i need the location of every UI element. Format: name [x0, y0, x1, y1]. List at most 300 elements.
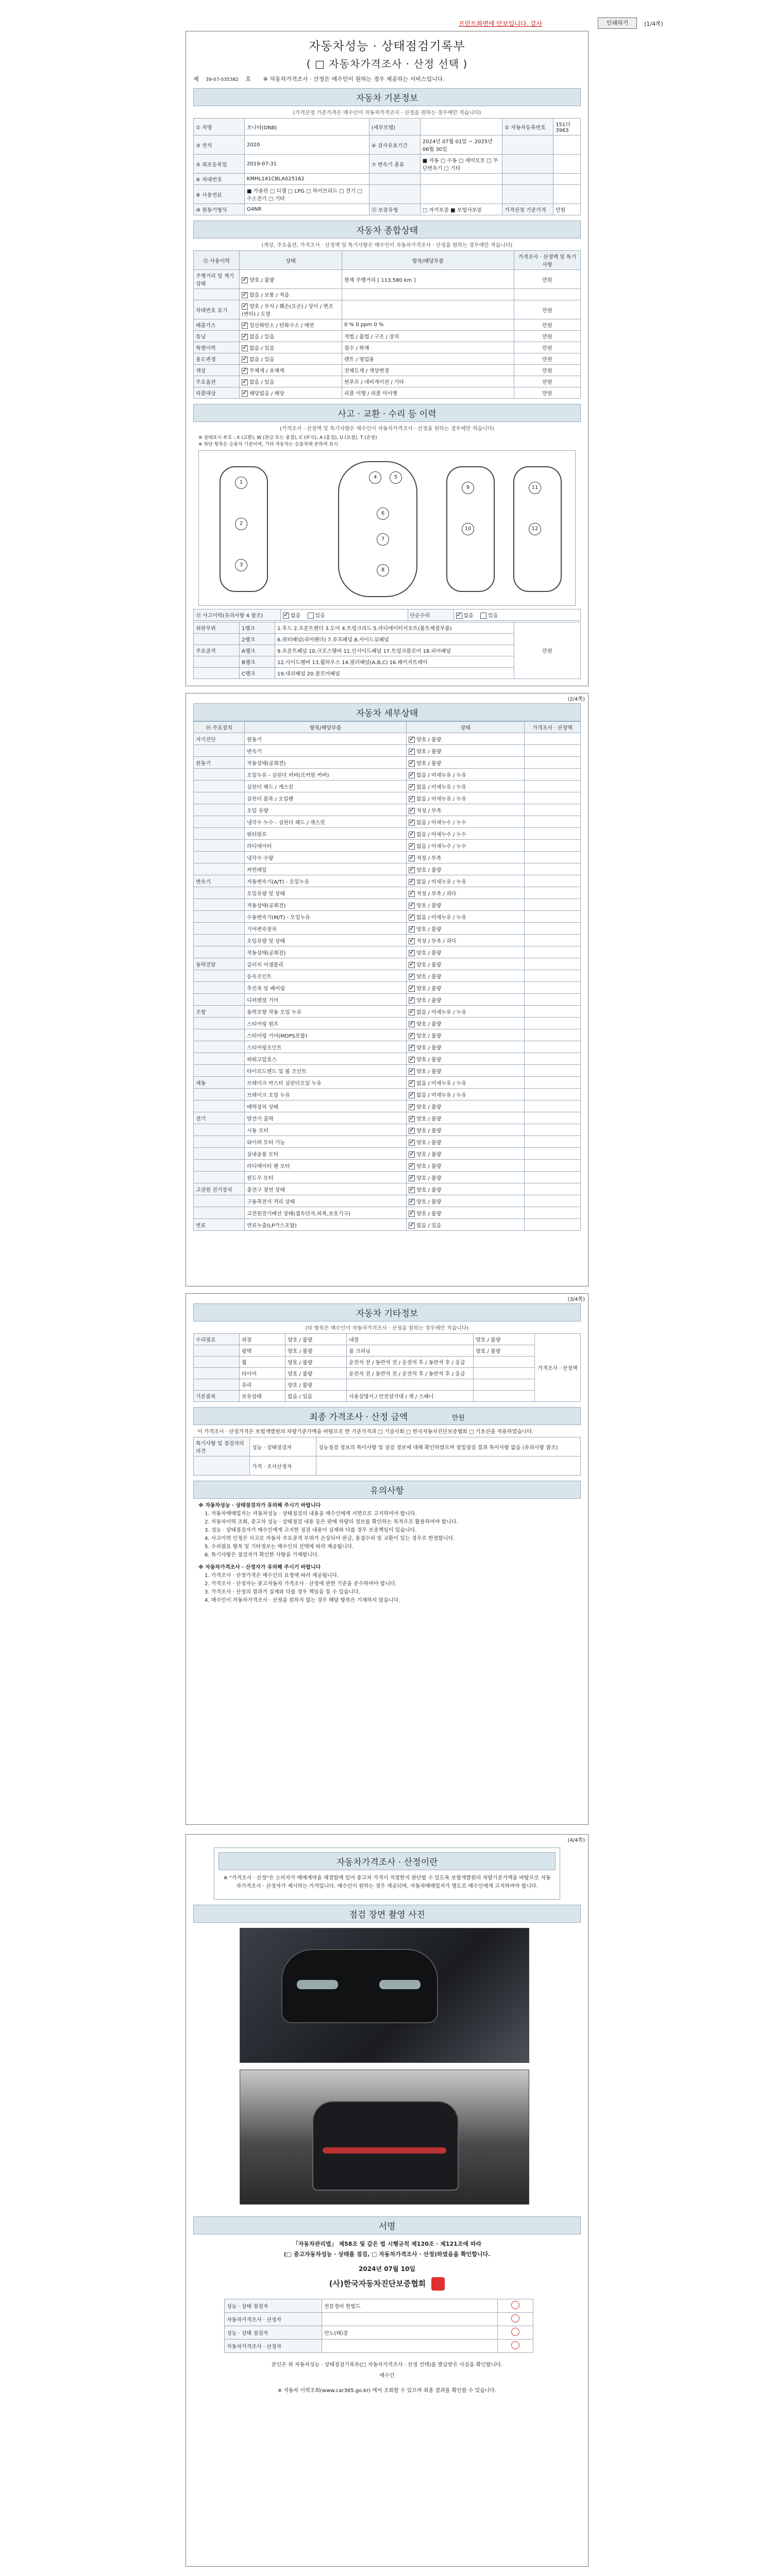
sign-role: 성능 · 상태 점검자	[225, 2299, 322, 2313]
basic-value-3: 151더3963	[553, 118, 581, 135]
summary-state-text: 없음 / 있음	[249, 334, 275, 340]
detail-group	[194, 840, 245, 852]
checkbox-icon	[409, 760, 415, 767]
diagram-marker: 3	[235, 559, 247, 571]
detail-state	[407, 1018, 525, 1029]
basic-key-2: ⑪ 보증유형	[369, 204, 420, 215]
detail-state-text: 양호 / 불량	[416, 1033, 442, 1039]
sign-row	[225, 2299, 533, 2313]
other-group	[194, 1368, 240, 1379]
detail-state	[407, 863, 525, 875]
detail-group	[194, 1160, 245, 1172]
checkbox-icon	[409, 737, 415, 743]
checkbox-icon	[409, 962, 415, 968]
sign-seal-cell	[498, 2299, 533, 2313]
detail-group: 조향	[194, 1006, 245, 1018]
summary-price	[514, 289, 581, 300]
detail-group	[194, 828, 245, 840]
other-note: (타 항목은 매수인이 자동차가격조사 · 산정을 원하는 경우에만 적습니다)	[305, 1326, 469, 1331]
detail-state-text: 양호 / 불량	[416, 1175, 442, 1181]
other-row	[194, 1345, 581, 1357]
other-b: 운전석 전 / 동반석 전 / 운전석 후 / 동반석 후 / 응급	[347, 1368, 474, 1379]
summary-key: 리콜대상	[194, 387, 240, 399]
detail-row	[194, 923, 581, 935]
basic-row	[194, 204, 581, 215]
accident-rank-row	[194, 622, 581, 634]
accident-parts: 19.대쉬패널 20.플로어패널	[275, 668, 514, 679]
detail-state-text: 양호 / 불량	[416, 1116, 442, 1122]
print-notice-link[interactable]: 프린트화면에 안보입니다. 감사	[459, 20, 543, 27]
accident-rank: C랭크	[240, 668, 275, 679]
other-group: 수리필요	[194, 1334, 240, 1345]
checkbox-icon	[409, 1223, 415, 1229]
checkbox-icon	[409, 1009, 415, 1015]
accident-parts: 6.쿼터패널(리어펜더) 7.루프패널 8.사이드실패널	[275, 634, 514, 645]
summary-key: 주행거리 및 계기상태	[194, 270, 240, 289]
detail-price	[525, 804, 581, 816]
detail-group: 동력전달	[194, 958, 245, 970]
checkbox-icon	[409, 974, 415, 980]
detail-state	[407, 994, 525, 1006]
detail-row	[194, 816, 581, 828]
summary-detail: 전체도색 / 색상변경	[342, 365, 514, 376]
detail-price	[525, 1077, 581, 1089]
detail-state-text: 양호 / 불량	[416, 1128, 442, 1134]
detail-item: 디퍼렌셜 기어	[245, 994, 407, 1006]
diagram-marker: 4	[369, 471, 381, 484]
detail-row	[194, 745, 581, 757]
detail-item: 윈도우 모터	[245, 1172, 407, 1183]
car-rear-shape	[312, 2101, 459, 2191]
basic-key-2: (세부모델)	[369, 118, 420, 135]
basic-key-2: ⑦ 변속기 종류	[369, 155, 420, 174]
detail-state	[407, 816, 525, 828]
basic-info-heading: 자동차 기본정보	[193, 88, 581, 106]
final-key	[194, 1456, 250, 1476]
checkbox-icon	[409, 843, 415, 850]
detail-group	[194, 769, 245, 781]
basic-value: KMHL141CBLA025162	[245, 174, 369, 185]
detail-state	[407, 733, 525, 745]
detail-row	[194, 1160, 581, 1172]
sign-footer-1: 본인은 위 자동차성능 · 상태점검기록부(□ 자동차가격조사 · 산정 선택)를 발급받은 사실을 확인합니다.	[271, 2362, 503, 2368]
diagram-marker: 11	[529, 482, 541, 494]
summary-key: 튜닝	[194, 331, 240, 342]
detail-group: 제동	[194, 1077, 245, 1089]
detail-state	[407, 1041, 525, 1053]
checkbox-icon	[409, 772, 415, 778]
caution-item: 2. 가격조사 · 산정자는 중고자동차 가격조사 · 산정에 관한 기준을 준수하여야 합니다.	[205, 1581, 397, 1587]
basic-key-3: ② 자동차등록번호	[502, 118, 553, 135]
sign-seal-cell	[498, 2326, 533, 2340]
detail-group	[194, 1136, 245, 1148]
photos-area	[193, 1923, 581, 2211]
basic-value-2	[420, 185, 502, 204]
detail-group	[194, 1148, 245, 1160]
detail-state-text: 양호 / 불량	[416, 1140, 442, 1146]
basic-value-3	[553, 155, 581, 174]
detail-row	[194, 1148, 581, 1160]
caution-item: 3. 가격조사 · 산정의 결과가 실제와 다를 경우 책임을 질 수 있습니다.	[205, 1589, 361, 1595]
detail-group: 변속기	[194, 875, 245, 887]
detail-state-text: 없음 / 미세누유 / 누유	[416, 784, 466, 790]
sign-role: 자동차가격조사 · 산정자	[225, 2340, 322, 2353]
detail-state-text: 적정 / 부족 / 과다	[416, 938, 457, 944]
detail-group	[194, 1207, 245, 1219]
accident-group: 주요골격	[194, 645, 240, 656]
basic-info-table	[193, 118, 581, 215]
detail-group	[194, 1053, 245, 1065]
basic-info-note: (가격산정 기준가격은 매수인이 자동차가격조사 · 산정을 원하는 경우에만 적습니다)	[293, 110, 481, 116]
detail-group: 전기	[194, 1112, 245, 1124]
other-a-state: 양호 / 불량	[285, 1357, 347, 1368]
detail-state	[407, 792, 525, 804]
detail-row	[194, 792, 581, 804]
caution-item: 1. 가격조사 · 산정가격은 매수인의 요청에 따라 제공됩니다.	[205, 1573, 339, 1579]
headlight-right	[379, 1980, 421, 1989]
detail-item: 수동변속기(M/T) - 오일누유	[245, 911, 407, 923]
detail-item: 오일 유량	[245, 804, 407, 816]
other-a: 외장	[240, 1334, 285, 1345]
other-row	[194, 1357, 581, 1368]
other-price-head: 가격조사 · 산정액	[535, 1334, 581, 1402]
summary-state-text: 양호 / 부식 / 훼손(오손) / 상이 / 변조(변타) / 도말	[242, 304, 333, 317]
summary-col-item: 항목/해당부품	[342, 251, 514, 270]
detail-item: 작동상태(공회전)	[245, 899, 407, 911]
final-role: 성능 · 상태점검자	[250, 1437, 316, 1456]
detail-state-text: 양호 / 불량	[416, 1057, 442, 1063]
detail-price	[525, 1172, 581, 1183]
page-3-number: (3/4쪽)	[567, 1297, 585, 1302]
detail-state-text: 없음 / 미세누유 / 누유	[416, 879, 466, 885]
detail-state	[407, 804, 525, 816]
checkbox-icon	[409, 891, 415, 897]
detail-item: 오일누유 - 실린더 커버(로커암 커버)	[245, 769, 407, 781]
detail-state-text: 양호 / 불량	[416, 986, 442, 992]
checkbox-icon	[480, 613, 486, 619]
sign-name: 안노(태)장	[322, 2326, 498, 2340]
detail-item: 등속조인트	[245, 970, 407, 982]
basic-key: ⑧ 사용연료	[194, 185, 245, 204]
other-b-state	[474, 1368, 535, 1379]
basic-key-2	[369, 174, 420, 185]
other-group	[194, 1379, 240, 1391]
other-a-state: 양호 / 불량	[285, 1368, 347, 1379]
page-3	[186, 1293, 589, 1825]
diagram-marker: 5	[390, 471, 402, 484]
other-a: 유리	[240, 1379, 285, 1391]
detail-group	[194, 923, 245, 935]
detail-item: 라디에이터 팬 모터	[245, 1160, 407, 1172]
detail-state-text: 없음 / 미세누유 / 누유	[416, 772, 466, 778]
detail-state-text: 없음 / 미세누유 / 누유	[416, 914, 466, 921]
sign-law: 「자동차관리법」 제58조 및 같은 법 시행규칙 제120조 · 제121조에 따라	[292, 2241, 482, 2247]
checkbox-icon	[409, 784, 415, 790]
summary-state-text: 무채색 / 유채색	[249, 368, 284, 374]
detail-row	[194, 769, 581, 781]
detail-state	[407, 958, 525, 970]
detail-row	[194, 852, 581, 863]
detail-row	[194, 982, 581, 994]
detail-item: 와이퍼 모터 기능	[245, 1136, 407, 1148]
checkbox-icon	[409, 1092, 415, 1098]
sign-footer-3: ※ 자동차 이력조회(www.car365.go.kr) 에서 조회할 수 있으며 최종 결과를 확인할 수 있습니다.	[277, 2388, 497, 2394]
detail-state-text: 양호 / 불량	[416, 1187, 442, 1193]
sign-org	[193, 2277, 581, 2291]
detail-item: 발전기 출력	[245, 1112, 407, 1124]
simple-none: 없음	[463, 613, 474, 619]
caution-item: 5. 수리필요 항목 및 기타정보는 매수인의 선택에 따라 제공됩니다.	[205, 1544, 354, 1550]
checkbox-icon	[308, 613, 314, 619]
checkbox-icon	[456, 613, 462, 619]
summary-detail: 0 % 0 ppm 0 %	[342, 319, 514, 331]
detail-group	[194, 804, 245, 816]
summary-state	[240, 289, 342, 300]
front-car-photo	[240, 1928, 529, 2063]
basic-row	[194, 118, 581, 135]
sign-seal-cell	[498, 2340, 533, 2353]
final-comment: 성능점검 정보의 특이사항 및 점검 정보에 대해 확인하였으며 정밀점검 결과 특이사항 없음 (유의사항 참조)	[316, 1437, 581, 1456]
checkbox-icon	[409, 808, 415, 814]
sign-table	[224, 2299, 533, 2353]
detail-col-state: 상태	[407, 722, 525, 733]
summary-key: 색상	[194, 365, 240, 376]
detail-price	[525, 1029, 581, 1041]
summary-row	[194, 365, 581, 376]
summary-state-text: 없음 / 있음	[249, 346, 275, 351]
detail-state	[407, 1160, 525, 1172]
detail-row	[194, 840, 581, 852]
checkbox-icon	[242, 292, 248, 298]
detail-group	[194, 1124, 245, 1136]
page-title: 자동차성능 · 상태점검기록부	[309, 40, 465, 53]
detail-state	[407, 1089, 525, 1100]
accident-rank: 1랭크	[240, 622, 275, 634]
detail-state	[407, 828, 525, 840]
detail-row	[194, 863, 581, 875]
summary-price: 만원	[514, 353, 581, 365]
detail-state	[407, 745, 525, 757]
guide-text: ※ "가격조사 · 산정"은 소비자가 매매계약을 체결함에 있어 중고차 가격이 적절한지 판단할 수 있도록 보험개발원의 차량기준가액을 바탕으로 자동차가격조사 · 산정자가 제시하는 가격입니다. 매수인이 원하는 경우 제공되며, 자동차매매업자가 별도로 매수인에게 고지하여야 합니다.	[223, 1875, 551, 1889]
headlight-left	[297, 1980, 338, 1989]
print-button[interactable]: 인쇄하기	[598, 18, 637, 29]
seal-stamp-icon	[431, 2277, 445, 2291]
other-group	[194, 1345, 240, 1357]
checkbox-icon	[409, 950, 415, 956]
detail-item: 타이로드엔드 및 볼 조인트	[245, 1065, 407, 1077]
detail-row	[194, 994, 581, 1006]
detail-item: 시동 모터	[245, 1124, 407, 1136]
detail-price	[525, 982, 581, 994]
basic-value-2: □ 자가보증 ■ 보험사보증	[420, 204, 502, 215]
detail-col-item: 항목/해당부품	[245, 722, 407, 733]
summary-price: 만원	[514, 387, 581, 399]
summary-key: 용도변경	[194, 353, 240, 365]
basic-row	[194, 185, 581, 204]
checkbox-icon	[409, 986, 415, 992]
summary-price: 만원	[514, 342, 581, 353]
signature-icon	[511, 2328, 519, 2336]
other-b-state	[474, 1379, 535, 1391]
other-b-state: 양호 / 불량	[474, 1345, 535, 1357]
detail-item: 스티어링 펌프	[245, 1018, 407, 1029]
basic-value-3	[553, 185, 581, 204]
other-b: 운전석 전 / 동반석 전 / 운전석 후 / 동반석 후 / 응급	[347, 1357, 474, 1368]
summary-heading: 자동차 종합상태	[193, 221, 581, 239]
detail-item: 파워고압호스	[245, 1053, 407, 1065]
detail-state-text: 양호 / 불량	[416, 749, 442, 755]
detail-price	[525, 1148, 581, 1160]
other-heading: 자동차 기타정보	[193, 1303, 581, 1321]
summary-state	[240, 376, 342, 387]
basic-key: ⑤ 최초등록일	[194, 155, 245, 174]
basic-value-2	[420, 118, 502, 135]
checkbox-icon	[409, 820, 415, 826]
summary-table	[193, 250, 581, 399]
detail-row	[194, 1124, 581, 1136]
summary-row	[194, 300, 581, 319]
detail-heading: 자동차 세부상태	[193, 703, 581, 721]
detail-row	[194, 958, 581, 970]
detail-state-text: 없음 / 미세누유 / 누유	[416, 1080, 466, 1087]
summary-detail: 썬루프 / 네비게이션 / 기타	[342, 376, 514, 387]
detail-price	[525, 1018, 581, 1029]
other-a: 광택	[240, 1345, 285, 1357]
detail-row	[194, 804, 581, 816]
detail-group	[194, 899, 245, 911]
summary-detail	[342, 289, 514, 300]
checkbox-icon	[409, 1128, 415, 1134]
detail-state	[407, 1077, 525, 1089]
summary-state-text: 양호 / 불량	[249, 277, 275, 283]
accident-rank: A랭크	[240, 645, 275, 656]
detail-group	[194, 792, 245, 804]
detail-state	[407, 852, 525, 863]
accident-price: 만원	[514, 622, 581, 679]
detail-price	[525, 970, 581, 982]
summary-col-state: 상태	[240, 251, 342, 270]
summary-row	[194, 319, 581, 331]
detail-state	[407, 1136, 525, 1148]
detail-price	[525, 1041, 581, 1053]
caution-body	[193, 1499, 581, 1608]
detail-group	[194, 1065, 245, 1077]
caution-item: 2. 자동차이력 조회, 중고차 성능 · 상태점검 내용 등은 판매 차량의 정보를 확인하는 목적으로 활용하여야 합니다.	[205, 1519, 458, 1525]
summary-price: 만원	[514, 365, 581, 376]
detail-row	[194, 970, 581, 982]
accident-history-table	[193, 609, 581, 621]
detail-row	[194, 935, 581, 946]
summary-price: 만원	[514, 270, 581, 289]
checkbox-icon	[409, 879, 415, 885]
detail-group	[194, 970, 245, 982]
other-row	[194, 1391, 581, 1402]
summary-key: 주요옵션	[194, 376, 240, 387]
detail-col-device: ⑭ 주요장치	[194, 722, 245, 733]
checkbox-icon	[409, 832, 415, 838]
final-key: 특기사항 및 점검자의 의견	[194, 1437, 250, 1456]
basic-key: ① 차명	[194, 118, 245, 135]
final-role: 가격 · 조사산정자	[250, 1456, 316, 1476]
checkbox-icon	[409, 1175, 415, 1181]
caution-item: 3. 성능 · 상태점검자가 매수인에게 고지한 점검 내용이 실제와 다를 경우 보증책임이 있습니다.	[205, 1528, 417, 1533]
detail-state	[407, 781, 525, 792]
checkbox-icon	[242, 357, 248, 363]
detail-item: 작동상태(공회전)	[245, 757, 407, 769]
detail-price	[525, 1100, 581, 1112]
detail-state	[407, 1053, 525, 1065]
checkbox-icon	[409, 867, 415, 873]
doc-no-label: 제	[193, 76, 199, 82]
detail-price	[525, 792, 581, 804]
detail-row	[194, 1136, 581, 1148]
detail-state-text: 없음 / 미세누수 / 누수	[416, 843, 466, 850]
detail-group	[194, 1172, 245, 1183]
detail-item: 라디에이터	[245, 840, 407, 852]
summary-state	[240, 353, 342, 365]
other-b-state	[474, 1391, 535, 1402]
detail-item: 연료누출(LP가스포함)	[245, 1219, 407, 1231]
detail-state	[407, 935, 525, 946]
basic-key-3	[502, 185, 553, 204]
detail-item: 브레이크 오일 누유	[245, 1089, 407, 1100]
photos-heading: 점검 장면 촬영 사진	[193, 1905, 581, 1923]
detail-price	[525, 935, 581, 946]
other-a-state: 양호 / 불량	[285, 1379, 347, 1391]
basic-row	[194, 155, 581, 174]
summary-row	[194, 289, 581, 300]
checkbox-icon	[409, 1151, 415, 1158]
detail-state-text: 양호 / 불량	[416, 737, 442, 743]
accident-rank: 2랭크	[240, 634, 275, 645]
summary-row	[194, 342, 581, 353]
detail-state	[407, 1207, 525, 1219]
other-row	[194, 1379, 581, 1391]
detail-group	[194, 745, 245, 757]
checkbox-icon	[409, 1104, 415, 1110]
detail-row	[194, 781, 581, 792]
other-a-state: 양호 / 불량	[285, 1334, 347, 1345]
accident-heading: 사고 · 교환 · 수리 등 이력	[193, 404, 581, 422]
summary-price: 만원	[514, 300, 581, 319]
detail-state-text: 적정 / 부족	[416, 808, 442, 814]
summary-col-price: 가격조사 · 산정액 및 특기사항	[514, 251, 581, 270]
checkbox-icon	[409, 926, 415, 933]
detail-state	[407, 1006, 525, 1018]
detail-state	[407, 840, 525, 852]
detail-state	[407, 875, 525, 887]
accident-note: (가격조사 · 산정액 및 특기사항은 매수인이 자동차가격조사 · 산정을 원하는 경우에만 적습니다)	[279, 426, 495, 432]
final-row	[194, 1456, 581, 1476]
accident-rank: B랭크	[240, 656, 275, 668]
summary-key	[194, 289, 240, 300]
summary-state-text: 없음 / 있음	[249, 357, 275, 363]
detail-row	[194, 828, 581, 840]
detail-item: 냉각수 수량	[245, 852, 407, 863]
detail-row	[194, 1018, 581, 1029]
detail-price	[525, 757, 581, 769]
detail-price	[525, 745, 581, 757]
guide-box	[214, 1848, 560, 1900]
summary-detail: 현재 주행거리 [ 113,580 km ]	[342, 270, 514, 289]
detail-item: 원동기	[245, 733, 407, 745]
detail-state	[407, 1029, 525, 1041]
detail-state-text: 없음 / 미세누유 / 누유	[416, 1009, 466, 1015]
detail-row	[194, 1053, 581, 1065]
detail-row	[194, 946, 581, 958]
other-row	[194, 1334, 581, 1345]
detail-price	[525, 1195, 581, 1207]
